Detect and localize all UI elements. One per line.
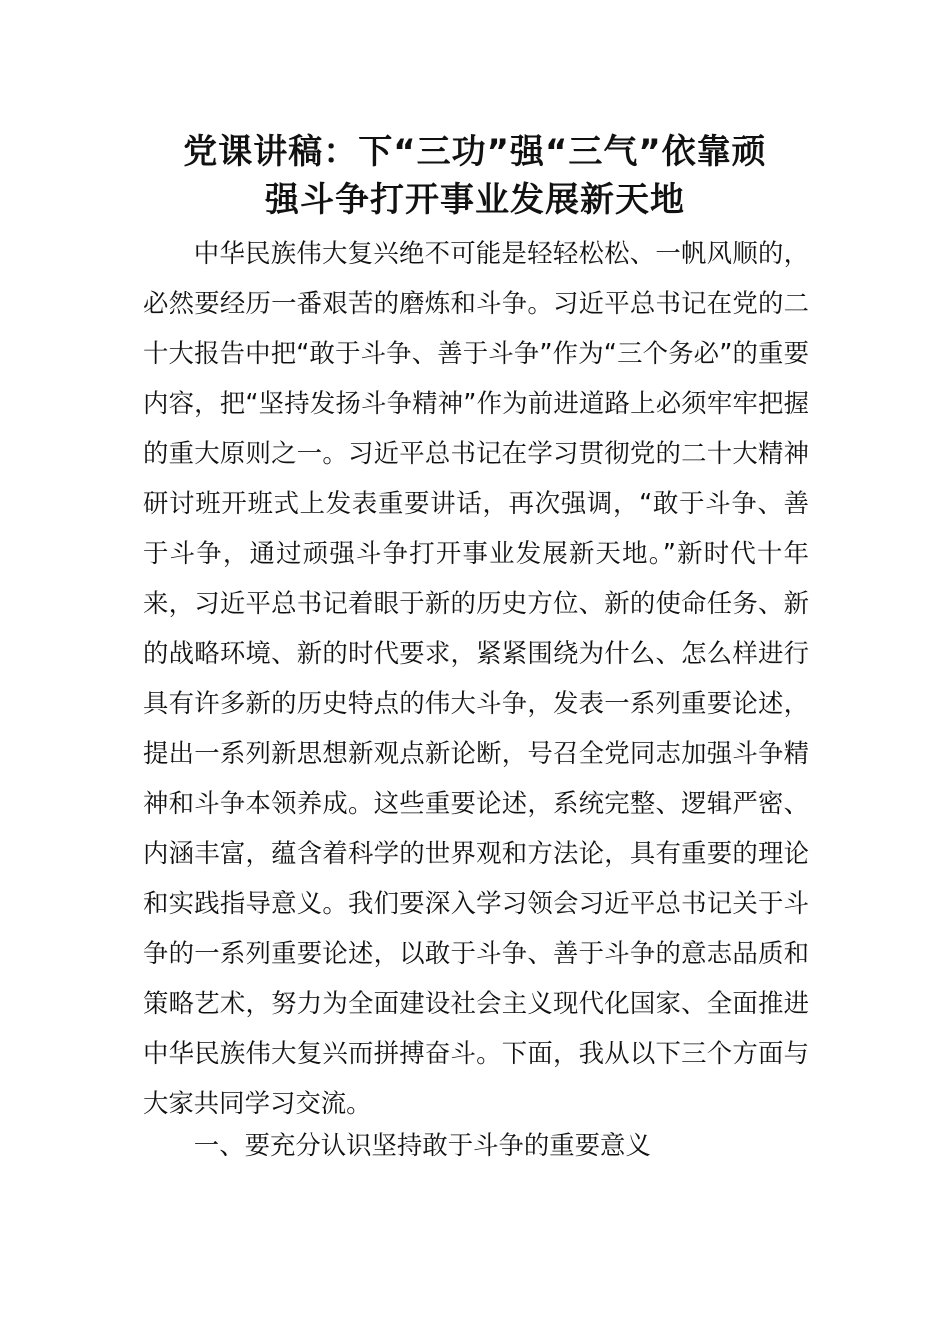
title-line-1: 党课讲稿：下“三功”强“三气”依靠顽: [183, 132, 767, 172]
title-line-2: 强斗争打开事业发展新天地: [265, 180, 685, 220]
intro-paragraph: 中华民族伟大复兴绝不可能是轻轻松松、一帆风顺的，必然要经历一番艰苦的磨炼和斗争。习近平总书记在党的二十大报告中把“敢于斗争、善于斗争”作为“三个务必”的重要内容，把“坚持发扬斗争精神”作为前进道路上必须牢牢把握的重大原则之一。习近平总书记在学习贯彻党的二十大精神研讨班开班式上发表重要讲话，再次强调，“敢于斗争、善于斗争，通过顽强斗争打开事业发展新天地。”新时代十年来，习近平总书记着眼于新的历史方位、新的使命任务、新的战略环境、新的时代要求，紧紧围绕为什么、怎么样进行具有许多新的历史特点的伟大斗争，发表一系列重要论述，提出一系列新思想新观点新论断，号召全党同志加强斗争精神和斗争本领养成。这些重要论述，系统完整、逻辑严密、内涵丰富，蕴含着科学的世界观和方法论，具有重要的理论和实践指导意义。我们要深入学习领会习近平总书记关于斗争的一系列重要论述，以敢于斗争、善于斗争的意志品质和策略艺术，努力为全面建设社会主义现代化国家、全面推进中华民族伟大复兴而拼搏奋斗。下面，我从以下三个方面与大家共同学习交流。: [143, 238, 809, 1118]
document-title: [140, 128, 810, 224]
section-heading-1: 一、要充分认识坚持敢于斗争的重要意义: [193, 1130, 651, 1160]
